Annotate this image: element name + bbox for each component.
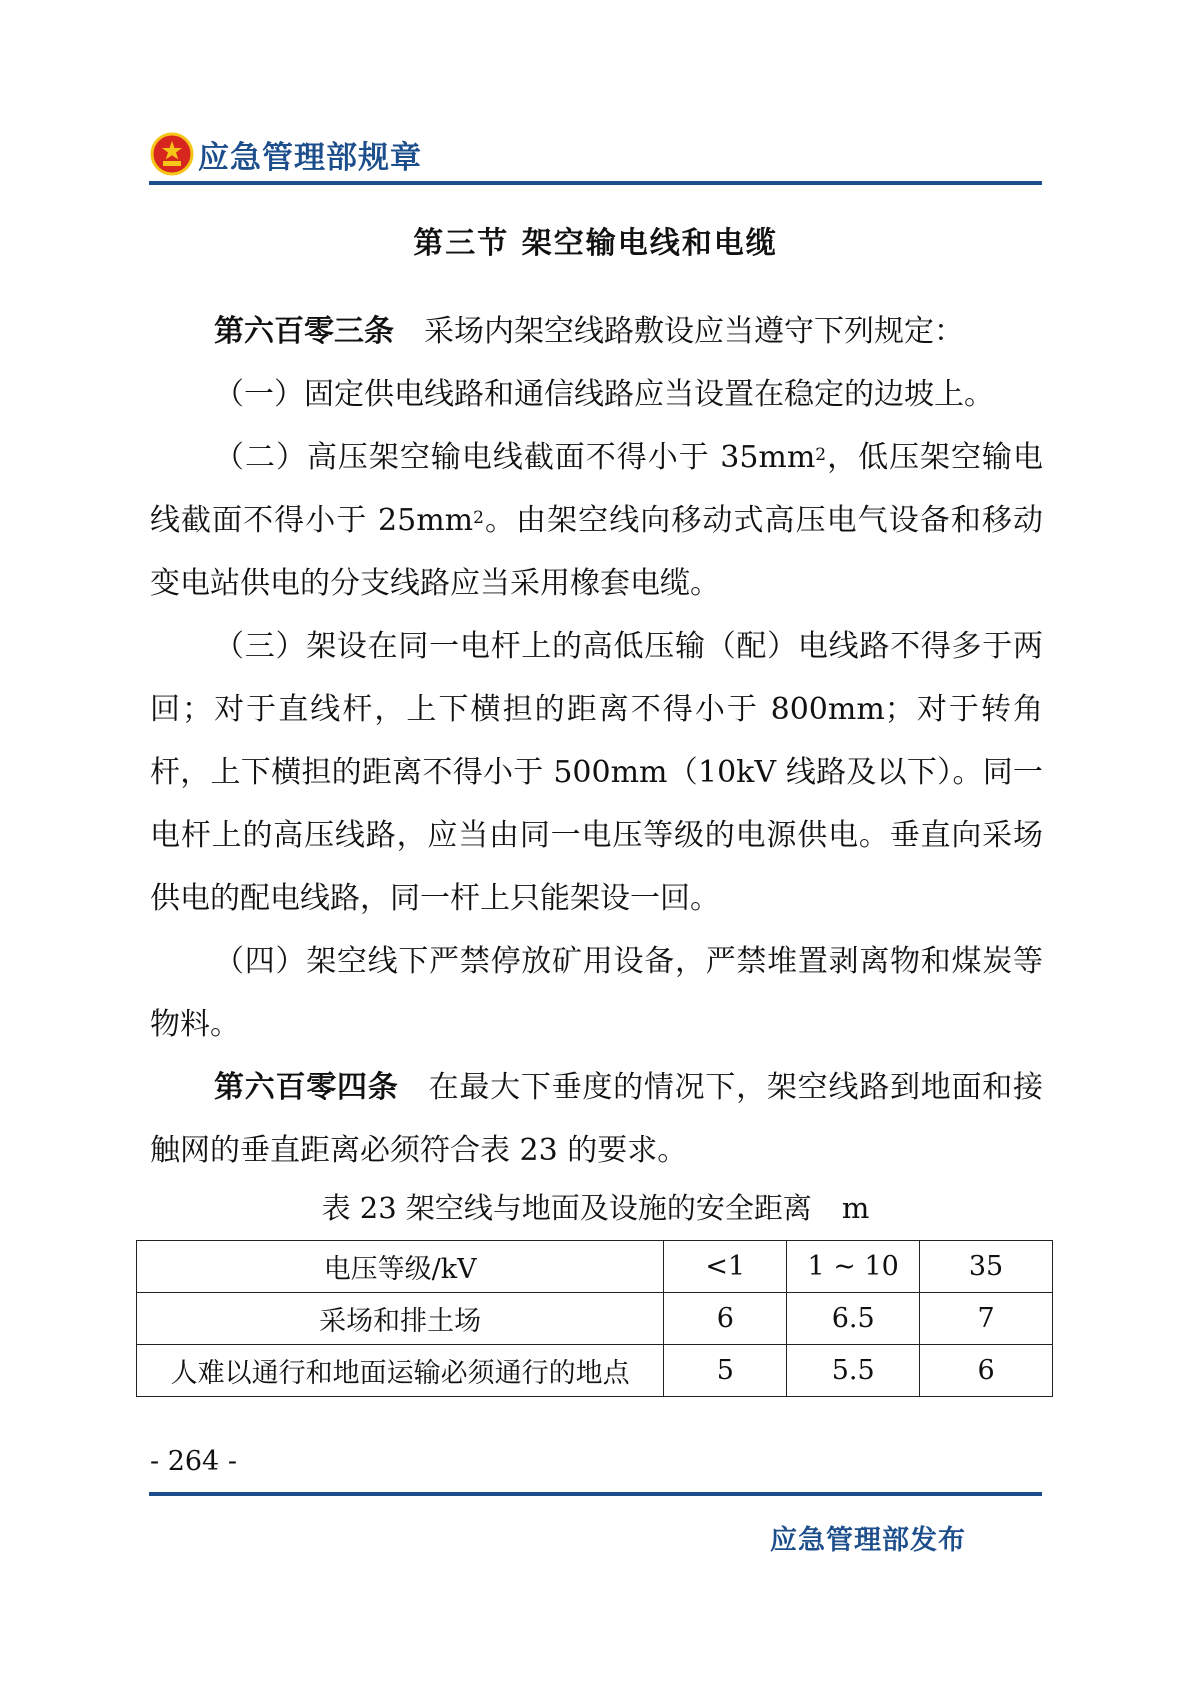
table-cell: 人难以通行和地面运输必须通行的地点	[137, 1345, 664, 1397]
article-603-item-2: （二）高压架空输电线截面不得小于 $35mm^2$，低压架空输电线截面不得小于 $25mm^2$。由架空线向移动式高压电气设备和移动变电站供电的分支线路应当采用橡套电缆。	[150, 440, 1044, 601]
footer-divider	[149, 1492, 1042, 1496]
safety-distance-table	[136, 1240, 1053, 1397]
table-cell: 35	[920, 1241, 1053, 1293]
article-603-intro: 第六百零三条 采场内架空线路敷设应当遵守下列规定：	[214, 314, 964, 349]
table-cell: 采场和排土场	[137, 1293, 664, 1345]
header-title: 应急管理部规章	[198, 139, 422, 176]
article-604-title: 第六百零四条	[214, 1070, 399, 1105]
table-header-row	[137, 1241, 1053, 1293]
regulation-body	[150, 300, 1043, 1182]
article-603-item-1: （一）固定供电线路和通信线路应当设置在稳定的边坡上。	[214, 377, 994, 412]
national-emblem-icon	[150, 132, 194, 176]
article-603-item-4: （四）架空线下严禁停放矿用设备，严禁堆置剥离物和煤炭等物料。	[150, 944, 1043, 1042]
table-cell: 6	[920, 1345, 1053, 1397]
article-603-item-3: （三）架设在同一电杆上的高低压输（配）电线路不得多于两回；对于直线杆，上下横担的距离不得小于 800mm；对于转角杆，上下横担的距离不得小于 500mm（10kV 线路及以下）。同一电杆上的高压线路，应当由同一电压等级的电源供电。垂直向采场供电的配电线路，同一杆上只能架设一回。	[150, 629, 1043, 916]
article-603-title: 第六百零三条	[214, 314, 394, 349]
table-row	[137, 1293, 1053, 1345]
table-cell: 7	[920, 1293, 1053, 1345]
table-cell: 1 ~ 10	[787, 1241, 920, 1293]
table-cell: 5	[664, 1345, 787, 1397]
header-divider	[149, 181, 1042, 185]
table-unit: m	[841, 1191, 870, 1225]
table-caption: 表 23 架空线与地面及设施的安全距离 m	[321, 1191, 870, 1225]
table-cell: 6.5	[787, 1293, 920, 1345]
section-title: 第三节 架空输电线和电缆	[413, 226, 778, 261]
page-header	[150, 130, 422, 178]
footer-publisher: 应急管理部发布	[770, 1525, 966, 1556]
table-cell: 6	[664, 1293, 787, 1345]
table-cell: 电压等级/kV	[137, 1241, 664, 1293]
table-cell: <1	[664, 1241, 787, 1293]
article-604: 第六百零四条 在最大下垂度的情况下，架空线路到地面和接触网的垂直距离必须符合表 23 的要求。	[150, 1070, 1044, 1168]
table-row	[137, 1345, 1053, 1397]
page-number: - 264 -	[150, 1446, 237, 1477]
table-cell: 5.5	[787, 1345, 920, 1397]
